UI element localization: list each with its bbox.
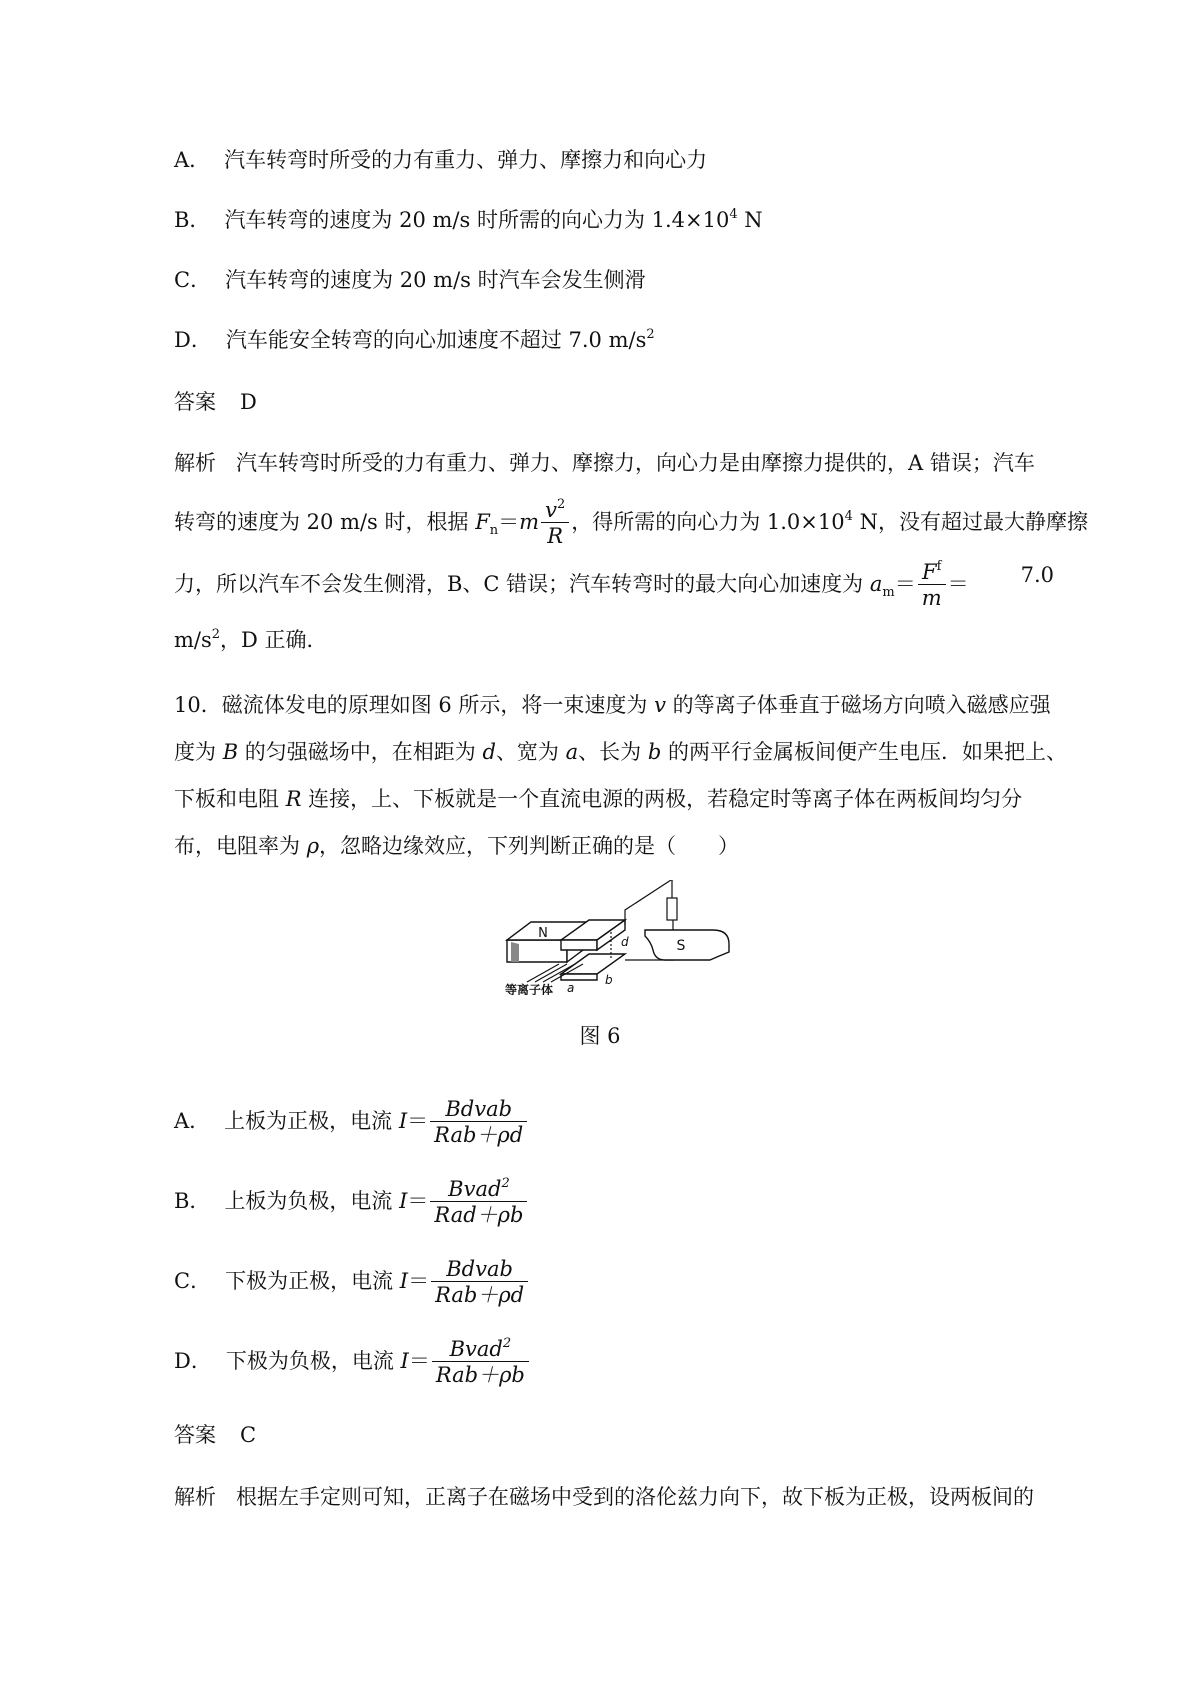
fraction-numerator: v (545, 498, 557, 522)
formula-equals: ＝ (894, 572, 916, 596)
q9-analysis-line-1 (174, 448, 1035, 478)
fraction-ff-over-m (918, 560, 946, 611)
variable: v (654, 693, 666, 717)
formula-equals: ＝ (408, 1349, 430, 1373)
option-text: 上板为正极，电流 (224, 1109, 399, 1133)
variable: I (399, 1269, 409, 1293)
stem-text: 的等离子体垂直于磁场方向喷入磁感应强 (665, 693, 1051, 717)
magnet-s (645, 930, 729, 960)
magnet-n-label: N (538, 926, 548, 941)
answer-label: 答案 (174, 1423, 216, 1447)
option-label: C． (174, 1269, 212, 1293)
option-text: 汽车转弯的速度为 20 m/s 时汽车会发生侧滑 (225, 268, 646, 292)
q10-option-c (174, 1257, 530, 1308)
option-label: B． (174, 208, 211, 232)
option-text: 下极为正极，电流 (225, 1269, 400, 1293)
q10-analysis-line-1 (174, 1482, 1034, 1512)
stem-text: ，忽略边缘效应，下列判断正确的是（ ） (319, 834, 740, 858)
formula-subscript: n (489, 523, 499, 538)
q10-option-b (174, 1177, 529, 1228)
answer-value: C (240, 1423, 257, 1447)
q9-answer (174, 387, 257, 417)
current-fraction (430, 1177, 527, 1228)
stem-text: 10．磁流体发电的原理如图 6 所示，将一束速度为 (174, 693, 655, 717)
option-text-unit: N (737, 208, 763, 232)
exponent: 2 (502, 1336, 512, 1351)
current-fraction (431, 1257, 528, 1308)
exponent: 4 (729, 207, 738, 222)
stem-text: 布，电阻率为 (174, 834, 307, 858)
option-label: B． (174, 1189, 211, 1213)
fraction-numerator: Bdvab (446, 1257, 513, 1281)
formula-symbol: a (869, 572, 883, 596)
superscript: f (936, 559, 942, 574)
formula-equals: ＝ (498, 510, 520, 534)
option-text: 汽车转弯时所受的力有重力、弹力、摩擦力和向心力 (224, 148, 708, 172)
analysis-label: 解析 (174, 451, 216, 475)
analysis-text: 汽车转弯时所受的力有重力、弹力、摩擦力，向心力是由摩擦力提供的，A 错误；汽车 (236, 451, 1035, 475)
fraction-numerator: F (921, 560, 937, 584)
q9-option-d (174, 325, 655, 355)
variable: b (647, 740, 662, 764)
fraction-numerator: Bdvab (445, 1097, 513, 1121)
fraction-denominator: m (918, 584, 946, 611)
option-label: D． (174, 328, 212, 352)
option-text: 上板为负极，电流 (224, 1189, 400, 1213)
variable: I (399, 1189, 408, 1213)
magnet-s-label: S (676, 938, 686, 954)
exponent: 2 (501, 1176, 510, 1191)
stem-text: 度为 (174, 740, 223, 764)
fraction-denominator: Rab＋ρd (431, 1281, 528, 1308)
option-label: C． (174, 268, 212, 292)
option-label: A． (174, 1109, 211, 1133)
stem-text: 的两平行金属板间便产生电压．如果把上、 (661, 740, 1067, 764)
option-label: D． (174, 1349, 212, 1373)
stem-text: 下板和电阻 (174, 787, 286, 811)
q10-option-a (174, 1097, 529, 1148)
analysis-text: ，得所需的向心力为 1.0×10 (571, 510, 845, 534)
variable: I (398, 1109, 408, 1133)
label-plasma: 等离子体 (505, 983, 554, 995)
q9-option-c (174, 265, 646, 295)
formula-equals: ＝ (947, 572, 969, 596)
variable: ρ (306, 834, 320, 858)
option-label: A． (174, 148, 211, 172)
exponent: 2 (646, 327, 655, 342)
stem-text: 、宽为 (495, 740, 566, 764)
analysis-label: 解析 (174, 1485, 216, 1509)
q9-analysis-line-4 (174, 625, 328, 655)
current-fraction (430, 1097, 527, 1148)
q9-option-a (174, 145, 707, 175)
formula-equals: ＝ (408, 1269, 430, 1293)
fraction-denominator: R (541, 522, 569, 549)
variable: a (565, 740, 579, 764)
exponent: 2 (211, 627, 221, 642)
fraction-numerator: Bvad (449, 1337, 503, 1361)
q10-stem-line-3 (174, 784, 1022, 814)
stem-text: 的匀强磁场中，在相距为 (238, 740, 483, 764)
figure-6-diagram (505, 880, 735, 995)
stem-text: 、长为 (578, 740, 648, 764)
formula-subscript: m (882, 585, 895, 600)
option-text: 下极为负极，电流 (225, 1349, 401, 1373)
figure-caption: 图 6 (579, 1024, 621, 1048)
fraction-denominator: Rab＋ρb (432, 1361, 529, 1388)
fraction-numerator: Bvad (448, 1177, 502, 1201)
variable: I (400, 1349, 409, 1373)
option-text: 汽车转弯的速度为 20 m/s 时所需的向心力为 1.4×10 (224, 208, 730, 232)
q10-stem-line-4 (174, 831, 739, 861)
analysis-text: 转弯的速度为 20 m/s 时，根据 (174, 510, 476, 534)
q10-option-d (174, 1337, 531, 1388)
analysis-text: N，没有超过最大静摩擦 (852, 510, 1088, 534)
stem-text: 连接，上、下板就是一个直流电源的两极，若稳定时等离子体在两板间均匀分 (301, 787, 1023, 811)
variable: B (222, 740, 239, 764)
q9-analysis-line-2 (174, 498, 1088, 549)
formula-symbol: m (519, 510, 540, 534)
exponent: 2 (556, 497, 566, 512)
option-text: 汽车能安全转弯的向心加速度不超过 7.0 m/s (225, 328, 647, 352)
formula-equals: ＝ (407, 1109, 429, 1133)
variable: d (482, 740, 496, 764)
fraction-denominator: Rad＋ρb (430, 1201, 527, 1228)
answer-label: 答案 (174, 390, 216, 414)
answer-value: D (240, 390, 257, 414)
variable: R (285, 787, 302, 811)
q9-analysis-line-3 (174, 560, 1054, 611)
analysis-text: 力，所以汽车不会发生侧滑，B、C 错误；汽车转弯时的最大向心加速度为 (174, 572, 870, 596)
label-d: d (621, 935, 629, 949)
label-b: b (605, 973, 613, 987)
formula-equals: ＝ (407, 1189, 429, 1213)
fraction-v2-over-r (541, 498, 569, 549)
q10-stem-line-2 (174, 737, 1067, 767)
q10-answer (174, 1420, 256, 1450)
q10-stem-line-1 (174, 690, 1051, 720)
exponent: 4 (844, 509, 853, 524)
analysis-text: m/s (174, 628, 212, 652)
fraction-denominator: Rab＋ρd (430, 1121, 527, 1148)
analysis-value: 7.0 (1020, 563, 1054, 587)
analysis-text: ，D 正确． (220, 628, 328, 652)
label-a: a (567, 981, 575, 995)
analysis-text: 根据左手定则可知，正离子在磁场中受到的洛伦兹力向下，故下板为正极，设两板间的 (236, 1485, 1034, 1509)
formula-symbol: F (475, 510, 490, 534)
q9-option-b (174, 205, 763, 235)
current-fraction (432, 1337, 529, 1388)
